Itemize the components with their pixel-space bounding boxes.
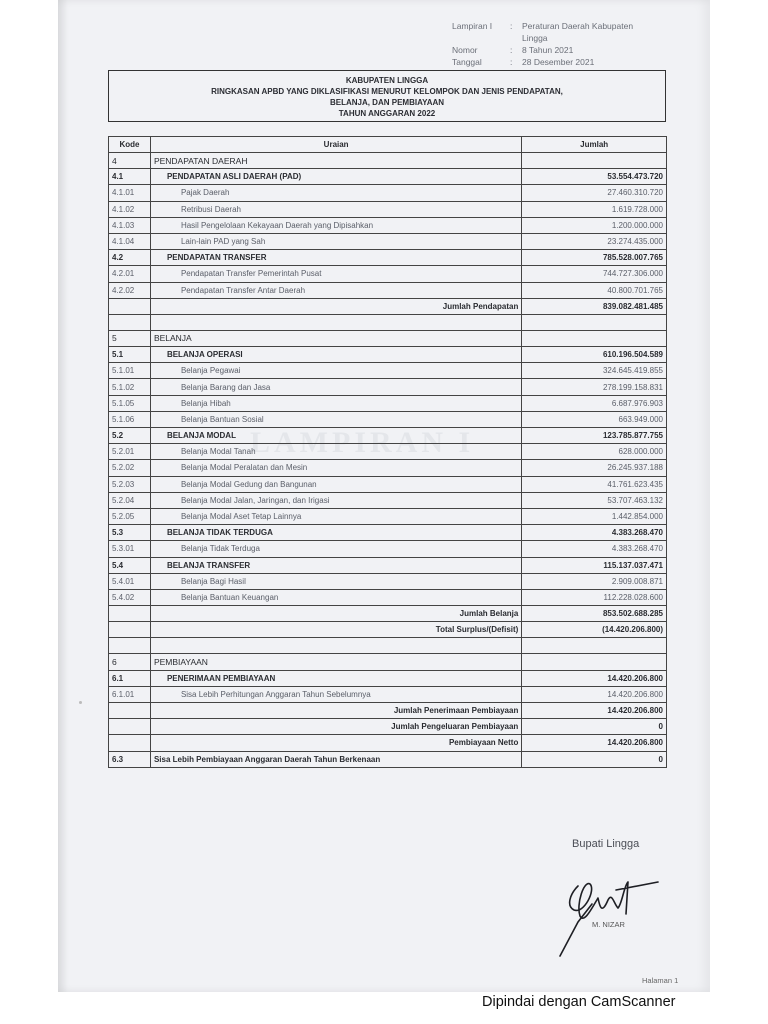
cell-jumlah: 744.727.306.000: [522, 266, 667, 282]
table-row: [109, 395, 667, 411]
cell-jumlah: 6.687.976.903: [522, 395, 667, 411]
cell-kode: 5.3: [109, 525, 151, 541]
cell-jumlah: 14.420.206.800: [522, 670, 667, 686]
cell-kode: 4.1.02: [109, 201, 151, 217]
cell-uraian: BELANJA: [150, 330, 521, 346]
cell-kode: 5.2.05: [109, 508, 151, 524]
cell-uraian: Belanja Hibah: [150, 395, 521, 411]
cell-jumlah: 2.909.008.871: [522, 573, 667, 589]
cell-uraian: Sisa Lebih Perhitungan Anggaran Tahun Sebelumnya: [150, 686, 521, 702]
table-body: [109, 153, 667, 768]
cell-kode: 5.4.02: [109, 589, 151, 605]
cell-uraian: PENDAPATAN DAERAH: [150, 153, 521, 169]
cell-uraian: Belanja Tidak Terduga: [150, 541, 521, 557]
table-row: [109, 557, 667, 573]
cell-jumlah: (14.420.206.800): [522, 622, 667, 638]
cell-uraian: Hasil Pengelolaan Kekayaan Daerah yang Dipisahkan: [150, 217, 521, 233]
table-row: [109, 606, 667, 622]
table-row: [109, 298, 667, 314]
cell-kode: 6.1: [109, 670, 151, 686]
cell-kode: 5.1: [109, 347, 151, 363]
table-row: [109, 735, 667, 751]
header-kode: Kode: [109, 137, 151, 153]
cell-kode: [109, 735, 151, 751]
cell-jumlah: 14.420.206.800: [522, 686, 667, 702]
cell-jumlah: 0: [522, 751, 667, 767]
cell-uraian: BELANJA OPERASI: [150, 347, 521, 363]
handwritten-signature: [540, 864, 690, 964]
cell-uraian: Pendapatan Transfer Pemerintah Pusat: [150, 266, 521, 282]
cell-uraian: Belanja Bantuan Keuangan: [150, 589, 521, 605]
cell-kode: [109, 703, 151, 719]
table-row: [109, 541, 667, 557]
perda-label-2: Lingga: [522, 33, 548, 43]
cell-uraian: Lain-lain PAD yang Sah: [150, 233, 521, 249]
table-row: [109, 573, 667, 589]
table-row: [109, 589, 667, 605]
cell-jumlah: 1.442.854.000: [522, 508, 667, 524]
cell-jumlah: 1.619.728.000: [522, 201, 667, 217]
cell-jumlah: 853.502.688.285: [522, 606, 667, 622]
page-edge-shadow: [58, 0, 68, 992]
cell-uraian: Pembiayaan Netto: [150, 735, 521, 751]
cell-jumlah: 324.645.419.855: [522, 363, 667, 379]
document-title-box: [108, 70, 666, 122]
cell-jumlah: 610.196.504.589: [522, 347, 667, 363]
cell-jumlah: 40.800.701.765: [522, 282, 667, 298]
cell-kode: [109, 298, 151, 314]
cell-jumlah: 26.245.937.188: [522, 460, 667, 476]
cell-kode: [109, 638, 151, 654]
title-line-3: BELANJA, DAN PEMBIAYAAN: [329, 98, 445, 107]
cell-uraian: Belanja Modal Tanah: [150, 444, 521, 460]
signatory-name: M. NIZAR: [592, 920, 625, 929]
table-row: [109, 169, 667, 185]
cell-jumlah: 663.949.000: [522, 411, 667, 427]
table-row: [109, 266, 667, 282]
cell-kode: 4.2: [109, 250, 151, 266]
cell-kode: [109, 719, 151, 735]
cell-kode: 5.3.01: [109, 541, 151, 557]
cell-jumlah: 785.528.007.765: [522, 250, 667, 266]
cell-kode: 5.2.04: [109, 492, 151, 508]
title-line-2: RINGKASAN APBD YANG DIKLASIFIKASI MENURUT KELOMPOK DAN JENIS PENDAPATAN,: [211, 87, 563, 96]
table-row: [109, 411, 667, 427]
cell-uraian: Belanja Modal Gedung dan Bangunan: [150, 476, 521, 492]
cell-uraian: Jumlah Pengeluaran Pembiayaan: [150, 719, 521, 735]
table-row: [109, 525, 667, 541]
table-row: [109, 250, 667, 266]
cell-kode: 6.3: [109, 751, 151, 767]
cell-uraian: Pajak Daerah: [150, 185, 521, 201]
table-row: [109, 314, 667, 330]
cell-kode: 6: [109, 654, 151, 670]
cell-kode: 4.1.04: [109, 233, 151, 249]
cell-uraian: Belanja Modal Jalan, Jaringan, dan Irigasi: [150, 492, 521, 508]
cell-kode: 6.1.01: [109, 686, 151, 702]
title-line-1: KABUPATEN LINGGA: [345, 76, 429, 85]
cell-kode: 4: [109, 153, 151, 169]
table-header-row: [109, 137, 667, 153]
cell-uraian: Belanja Barang dan Jasa: [150, 379, 521, 395]
perda-label: Peraturan Daerah Kabupaten: [522, 21, 634, 31]
cell-jumlah: 27.460.310.720: [522, 185, 667, 201]
cell-uraian: PENERIMAAN PEMBIAYAAN: [150, 670, 521, 686]
page-number: Halaman 1: [642, 976, 679, 985]
apbd-summary-table: [108, 136, 667, 768]
table-row: [109, 622, 667, 638]
cell-kode: 5.1.06: [109, 411, 151, 427]
cell-uraian: Belanja Pegawai: [150, 363, 521, 379]
lampiran-label: Lampiran I: [452, 21, 493, 31]
cell-kode: 5.2.03: [109, 476, 151, 492]
cell-kode: 5: [109, 330, 151, 346]
cell-kode: 4.2.02: [109, 282, 151, 298]
table-row: [109, 686, 667, 702]
cell-uraian: Sisa Lebih Pembiayaan Anggaran Daerah Tahun Berkenaan: [150, 751, 521, 767]
cell-jumlah: [522, 330, 667, 346]
cell-jumlah: 0: [522, 719, 667, 735]
cell-kode: 5.2: [109, 428, 151, 444]
table-row: [109, 363, 667, 379]
table-row: [109, 508, 667, 524]
cell-jumlah: 41.761.623.435: [522, 476, 667, 492]
header-uraian: Uraian: [150, 137, 521, 153]
tanggal-key: Tanggal: [452, 57, 482, 67]
cell-kode: [109, 314, 151, 330]
cell-jumlah: 4.383.268.470: [522, 525, 667, 541]
cell-jumlah: 53.707.463.132: [522, 492, 667, 508]
table-row: [109, 670, 667, 686]
cell-jumlah: [522, 638, 667, 654]
table-row: [109, 379, 667, 395]
cell-kode: 5.1.01: [109, 363, 151, 379]
cell-kode: 5.1.05: [109, 395, 151, 411]
nomor-value: 8 Tahun 2021: [522, 45, 574, 55]
cell-kode: [109, 606, 151, 622]
cell-uraian: Belanja Bantuan Sosial: [150, 411, 521, 427]
cell-jumlah: 4.383.268.470: [522, 541, 667, 557]
cell-uraian: Jumlah Pendapatan: [150, 298, 521, 314]
tanggal-value: 28 Desember 2021: [522, 57, 595, 67]
cell-kode: 4.1.01: [109, 185, 151, 201]
header-jumlah: Jumlah: [522, 137, 667, 153]
signatory-title: Bupati Lingga: [572, 838, 640, 850]
cell-uraian: Belanja Modal Aset Tetap Lainnya: [150, 508, 521, 524]
cell-kode: 4.1: [109, 169, 151, 185]
cell-uraian: PEMBIAYAAN: [150, 654, 521, 670]
cell-jumlah: 123.785.877.755: [522, 428, 667, 444]
nomor-key: Nomor: [452, 45, 478, 55]
table-row: [109, 347, 667, 363]
cell-kode: 5.1.02: [109, 379, 151, 395]
cell-jumlah: 628.000.000: [522, 444, 667, 460]
cell-uraian: Total Surplus/(Defisit): [150, 622, 521, 638]
cell-kode: [109, 622, 151, 638]
nomor-colon: :: [510, 45, 513, 55]
table-row: [109, 185, 667, 201]
scan-speck: [79, 701, 82, 704]
cell-jumlah: 115.137.037.471: [522, 557, 667, 573]
table-row: [109, 444, 667, 460]
cell-jumlah: [522, 654, 667, 670]
cell-kode: 4.2.01: [109, 266, 151, 282]
table-row: [109, 719, 667, 735]
cell-kode: 5.4.01: [109, 573, 151, 589]
table-row: [109, 233, 667, 249]
cell-kode: 5.2.02: [109, 460, 151, 476]
cell-uraian: PENDAPATAN TRANSFER: [150, 250, 521, 266]
table-row: [109, 476, 667, 492]
table-row: [109, 703, 667, 719]
table-row: [109, 638, 667, 654]
cell-uraian: Jumlah Belanja: [150, 606, 521, 622]
lampiran-block: [452, 20, 672, 68]
table-row: [109, 654, 667, 670]
cell-kode: 4.1.03: [109, 217, 151, 233]
cell-jumlah: [522, 153, 667, 169]
cell-uraian: Jumlah Penerimaan Pembiayaan: [150, 703, 521, 719]
cell-jumlah: 1.200.000.000: [522, 217, 667, 233]
table-row: [109, 282, 667, 298]
cell-jumlah: 14.420.206.800: [522, 703, 667, 719]
cell-jumlah: 23.274.435.000: [522, 233, 667, 249]
table-row: [109, 201, 667, 217]
table-row: [109, 492, 667, 508]
cell-uraian: Retribusi Daerah: [150, 201, 521, 217]
table-row: [109, 751, 667, 767]
cell-uraian: BELANJA TRANSFER: [150, 557, 521, 573]
lampiran-colon: :: [510, 21, 513, 31]
cell-kode: 5.4: [109, 557, 151, 573]
cell-uraian: BELANJA MODAL: [150, 428, 521, 444]
cell-jumlah: 112.228.028.600: [522, 589, 667, 605]
cell-uraian: BELANJA TIDAK TERDUGA: [150, 525, 521, 541]
cell-uraian: PENDAPATAN ASLI DAERAH (PAD): [150, 169, 521, 185]
title-line-4: TAHUN ANGGARAN 2022: [338, 109, 436, 118]
cell-jumlah: [522, 314, 667, 330]
cell-uraian: Belanja Bagi Hasil: [150, 573, 521, 589]
cell-uraian: Belanja Modal Peralatan dan Mesin: [150, 460, 521, 476]
cell-jumlah: 53.554.473.720: [522, 169, 667, 185]
table-row: [109, 217, 667, 233]
watermark: LAMPIRAN I: [250, 426, 475, 459]
table-row: [109, 428, 667, 444]
cell-jumlah: 839.082.481.485: [522, 298, 667, 314]
cell-jumlah: 14.420.206.800: [522, 735, 667, 751]
cell-uraian: [150, 638, 521, 654]
table-row: [109, 153, 667, 169]
table-row: [109, 460, 667, 476]
camscanner-caption: Dipindai dengan CamScanner: [482, 994, 676, 1010]
cell-uraian: [150, 314, 521, 330]
cell-jumlah: 278.199.158.831: [522, 379, 667, 395]
cell-kode: 5.2.01: [109, 444, 151, 460]
tanggal-colon: :: [510, 57, 513, 67]
table-row: [109, 330, 667, 346]
cell-uraian: Pendapatan Transfer Antar Daerah: [150, 282, 521, 298]
